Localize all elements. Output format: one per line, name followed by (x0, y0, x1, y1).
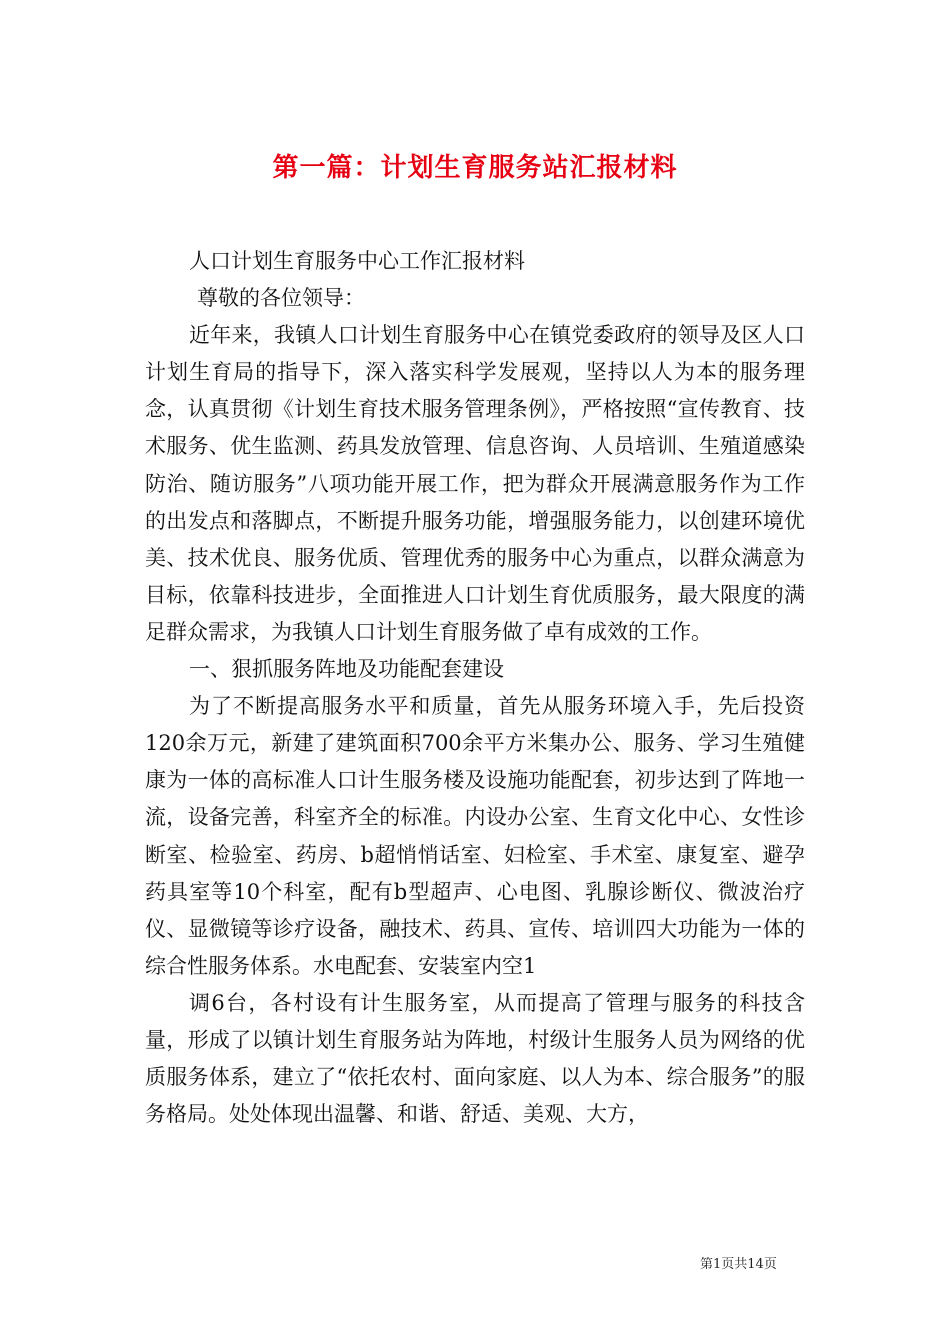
page-title: 第一篇：计划生育服务站汇报材料 (272, 153, 678, 184)
paragraph-intro: 近年来，我镇人口计划生育服务中心在镇党委政府的领导及区人口计划生育局的指导下，深入落实科学发展观，坚持以人为本的服务理念，认真贯彻《计划生育技术服务管理条例》，严格按照“宣传教育、技术服务、优生监测、药具发放管理、信息咨询、人员培训、生殖道感染防治、随访服务”八项功能开展工作，把为群众开展满意服务作为工作的出发点和落脚点，不断提升服务功能，增强服务能力，以创建环境优美、技术优良、服务优质、管理优秀的服务中心为重点，以群众满意为目标，依靠科技进步，全面推进人口计划生育优质服务，最大限度的满足群众需求，为我镇人口计划生育服务做了卓有成效的工作。 (145, 323, 805, 644)
report-subtitle: 人口计划生育服务中心工作汇报材料 (189, 249, 525, 273)
salutation: 尊敬的各位领导： (197, 286, 365, 311)
paragraph-service-network: 调6台，各村设有计生服务室，从而提高了管理与服务的科技含量，形成了以镇计划生育服务站为阵地，村级计生服务人员为网络的优质服务体系，建立了“依托农村、面向家庭、以人为本、综合服务”的服务格局。处处体现出温馨、和谐、舒适、美观、大方， (145, 990, 805, 1127)
paragraph-facilities: 为了不断提高服务水平和质量，首先从服务环境入手，先后投资120余万元，新建了建筑面积700余平方米集办公、服务、学习生殖健康为一体的高标准人口计生服务楼及设施功能配套，初步达到了阵地一流，设备完善，科室齐全的标准。内设办公室、生育文化中心、女性诊断室、检验室、药房、b超悄悄话室、妇检室、手术室、康复室、避孕药具室等10个科室，配有b型超声、心电图、乳腺诊断仪、微波治疗仪、显微镜等诊疗设备，融技术、药具、宣传、培训四大功能为一体的综合性服务体系。水电配套、安装室内空1 (145, 694, 805, 978)
page-number: 第1页共14页 (700, 1257, 777, 1272)
document-body (145, 243, 805, 1133)
section-heading-1: 一、狠抓服务阵地及功能配套建设 (189, 657, 504, 682)
